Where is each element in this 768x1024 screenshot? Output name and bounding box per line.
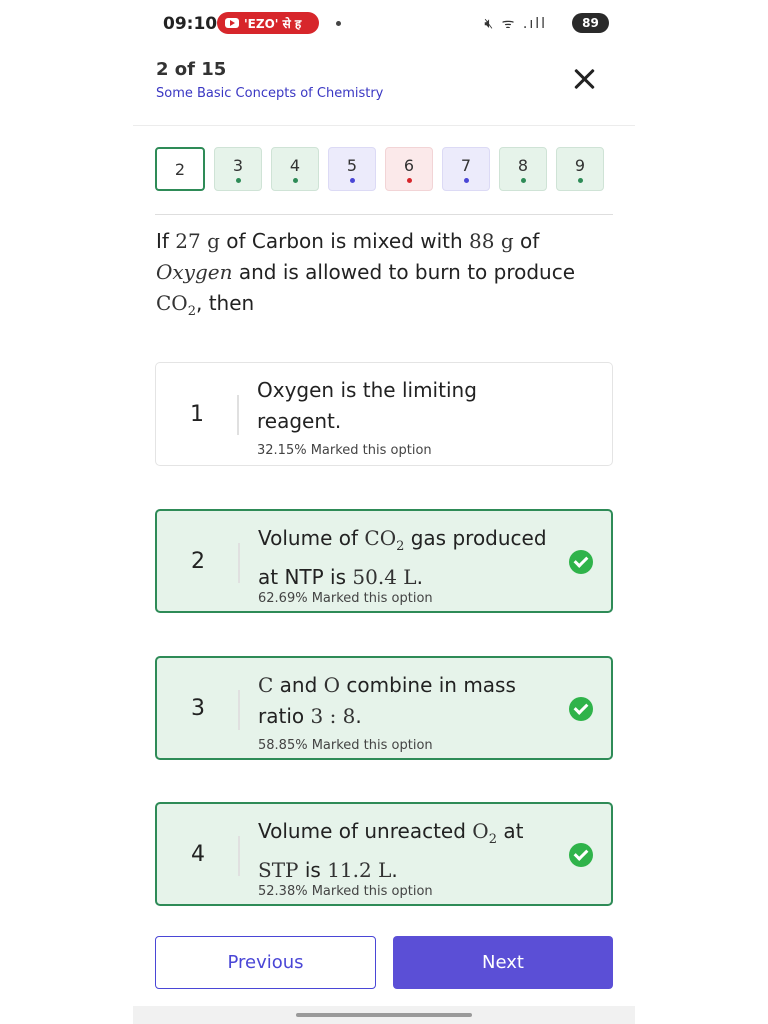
- math-oxygen: Oxygen: [156, 260, 233, 284]
- option-text: C and O combine in mass ratio 3 : 8.: [258, 673, 516, 728]
- option-text: Volume of unreacted $O_2$ at STP is 11.2 L.: [258, 819, 524, 882]
- status-dot: [464, 178, 469, 183]
- option-text: Volume of $CO_2$ gas produced at NTP is 50.4 L.: [258, 526, 547, 589]
- status-time: 09:10: [163, 14, 218, 34]
- question-nav-9[interactable]: [556, 147, 604, 191]
- question-divider: [155, 214, 613, 215]
- question-nav-5[interactable]: [328, 147, 376, 191]
- math-mass-oxygen: 88 g: [469, 229, 514, 253]
- option-number: 4: [191, 841, 205, 867]
- option-separator: [238, 836, 240, 876]
- wifi-icon: ᯤ: [501, 16, 517, 32]
- close-icon[interactable]: [570, 64, 600, 94]
- math-mass-carbon: 27 g: [175, 229, 220, 253]
- option-separator: [237, 395, 239, 435]
- home-indicator[interactable]: [296, 1013, 472, 1017]
- question-nav-6[interactable]: [385, 147, 433, 191]
- option-text: Oxygen is the limiting reagent.: [257, 378, 477, 433]
- system-icons: [484, 14, 547, 33]
- question-nav-8[interactable]: [499, 147, 547, 191]
- check-icon: [569, 843, 593, 867]
- option-separator: [238, 690, 240, 730]
- option-1[interactable]: [155, 362, 613, 466]
- question-nav-number: 6: [403, 155, 415, 175]
- status-dot: [521, 178, 526, 183]
- question-nav-number: 8: [517, 155, 529, 175]
- question-nav-7[interactable]: [442, 147, 490, 191]
- option-4[interactable]: [155, 802, 613, 906]
- signal-icon: .ıll: [522, 16, 547, 32]
- question-nav-3[interactable]: [214, 147, 262, 191]
- next-button[interactable]: Next: [393, 936, 613, 989]
- option-number: 1: [190, 401, 204, 427]
- status-dot: [293, 178, 298, 183]
- question-nav-number: 2: [174, 159, 186, 179]
- question-nav-4[interactable]: [271, 147, 319, 191]
- check-icon: [569, 550, 593, 574]
- question-nav-number: 7: [460, 155, 472, 175]
- option-2[interactable]: [155, 509, 613, 613]
- status-dot: [350, 178, 355, 183]
- question-counter: 2 of 15: [156, 59, 227, 80]
- option-separator: [238, 543, 240, 583]
- header-divider: [133, 125, 635, 126]
- option-stat: 52.38% Marked this option: [258, 884, 433, 899]
- option-number: 2: [191, 548, 205, 574]
- option-3[interactable]: [155, 656, 613, 760]
- option-number: 3: [191, 695, 205, 721]
- option-stat: 32.15% Marked this option: [257, 443, 432, 458]
- chapter-title: Some Basic Concepts of Chemistry: [156, 86, 384, 101]
- notification-dot: [336, 21, 341, 26]
- previous-button[interactable]: Previous: [155, 936, 376, 989]
- question-nav-number: 9: [574, 155, 586, 175]
- option-stat: 62.69% Marked this option: [258, 591, 433, 606]
- youtube-icon: [225, 18, 239, 28]
- question-nav-number: 3: [232, 155, 244, 175]
- youtube-pill[interactable]: [217, 12, 319, 34]
- question-nav-2[interactable]: [155, 147, 205, 191]
- youtube-label: 'EZO' से ह: [244, 16, 302, 31]
- option-stat: 58.85% Marked this option: [258, 738, 433, 753]
- math-co2: $CO_2$: [156, 291, 196, 319]
- check-icon: [569, 697, 593, 721]
- question-nav-number: 4: [289, 155, 301, 175]
- battery-indicator: [572, 13, 609, 33]
- status-bar: [163, 8, 609, 38]
- question-text: If 27 g of Carbon is mixed with 88 g of Oxygen and is allowed to burn to produce $CO_2$, then: [156, 229, 576, 319]
- status-dot: [407, 178, 412, 183]
- battery-level: 89: [582, 16, 599, 30]
- question-nav-number: 5: [346, 155, 358, 175]
- mute-icon: 🔇︎: [484, 16, 496, 32]
- question-navigator: [155, 147, 604, 191]
- status-dot: [236, 178, 241, 183]
- status-dot: [578, 178, 583, 183]
